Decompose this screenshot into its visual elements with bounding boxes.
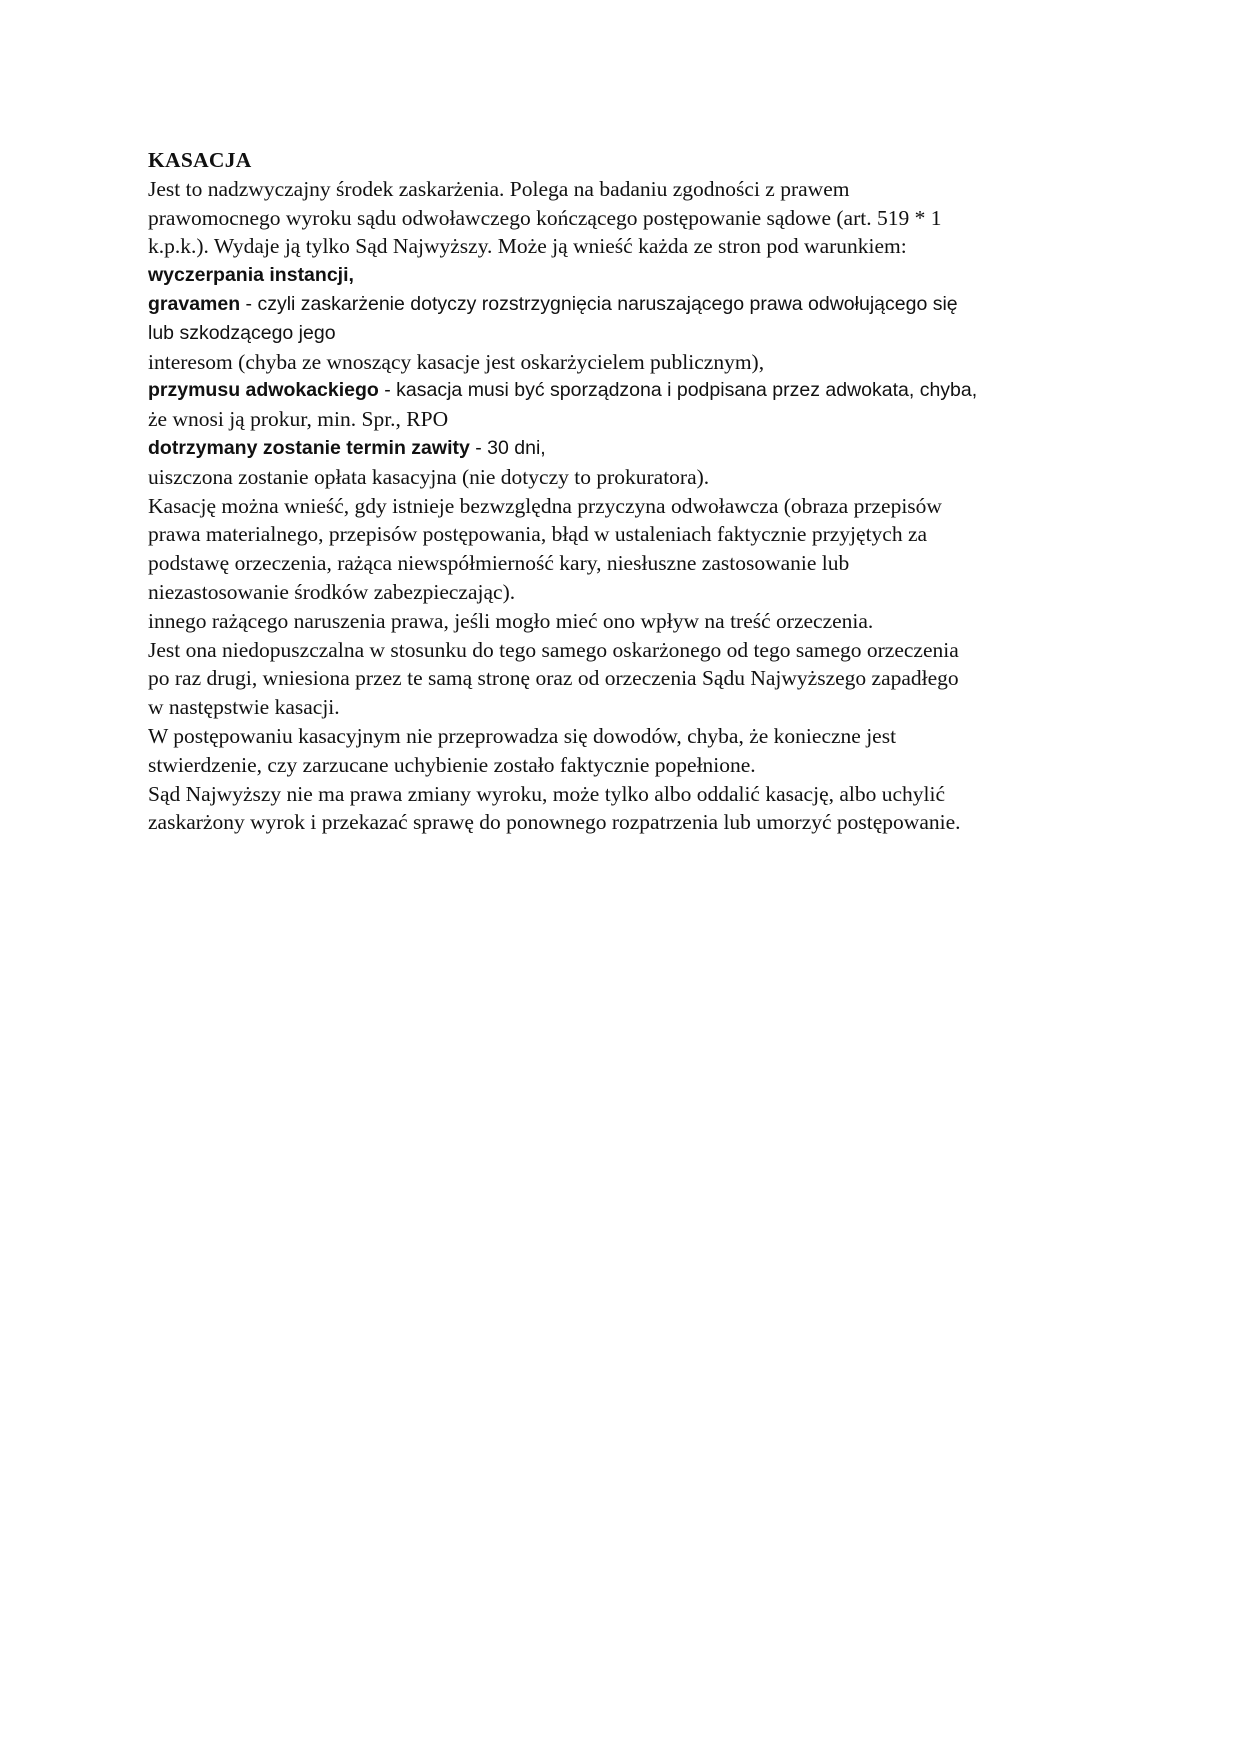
- condition-line: [148, 319, 1108, 348]
- line-text: Jest ona niedopuszczalna w stosunku do tego samego oskarżonego od tego samego orzeczenia: [148, 637, 959, 662]
- line-text: Kasację można wnieść, gdy istnieje bezwzględna przyczyna odwoławcza (obraza przepisów: [148, 493, 942, 518]
- condition-line: [148, 261, 1108, 290]
- paragraph-line: [148, 405, 1108, 434]
- paragraph-line: [148, 492, 1108, 521]
- line-text: niezastosowanie środków zabezpieczając).: [148, 579, 516, 604]
- line-text: że wnosi ją prokur, min. Spr., RPO: [148, 407, 449, 432]
- condition-line: [148, 434, 1108, 463]
- line-text: k.p.k.). Wydaje ją tylko Sąd Najwyższy. Może ją wnieść każda ze stron pod warunkiem:: [148, 234, 907, 259]
- paragraph-line: [148, 232, 1108, 261]
- line-text: uiszczona zostanie opłata kasacyjna (nie dotyczy to prokuratora).: [148, 464, 710, 489]
- line-text: stwierdzenie, czy zarzucane uchybienie zostało faktycznie popełnione.: [148, 752, 756, 777]
- line-text: Sąd Najwyższy nie ma prawa zmiany wyroku, może tylko albo oddalić kasację, albo uchylić: [148, 781, 946, 806]
- paragraph-line: [148, 751, 1108, 780]
- condition-line: [148, 376, 1108, 405]
- condition-term: przymusu adwokackiego: [148, 379, 379, 402]
- paragraph-line: [148, 693, 1108, 722]
- line-text: w następstwie kasacji.: [148, 695, 340, 720]
- line-text: W postępowaniu kasacyjnym nie przeprowadza się dowodów, chyba, że konieczne jest: [148, 723, 897, 748]
- paragraph-line: [148, 636, 1108, 665]
- condition-term: wyczerpania instancji,: [148, 264, 354, 287]
- line-text: prawomocnego wyroku sądu odwoławczego kończącego postępowanie sądowe (art. 519 * 1: [148, 205, 942, 230]
- paragraph-line: [148, 578, 1108, 607]
- condition-term: gravamen: [148, 292, 241, 315]
- line-text: lub szkodzącego jego: [148, 321, 336, 344]
- line-text: interesom (chyba ze wnoszący kasacje jest oskarżycielem publicznym),: [148, 349, 765, 374]
- document-page: [148, 146, 1108, 837]
- line-text: innego rażącego naruszenia prawa, jeśli mogło mieć ono wpływ na treść orzeczenia.: [148, 608, 874, 633]
- paragraph-line: [148, 463, 1108, 492]
- line-text: zaskarżony wyrok i przekazać sprawę do ponownego rozpatrzenia lub umorzyć postępowanie.: [148, 810, 961, 835]
- paragraph-line: [148, 175, 1108, 204]
- paragraph-line: [148, 780, 1108, 809]
- line-text: - 30 dni,: [469, 436, 546, 459]
- line-text: - czyli zaskarżenie dotyczy rozstrzygnięcia naruszającego prawa odwołującego się: [240, 292, 958, 315]
- paragraph-line: [148, 204, 1108, 233]
- paragraph-line: [148, 722, 1108, 751]
- paragraph-line: [148, 664, 1108, 693]
- line-text: podstawę orzeczenia, rażąca niewspółmierność kary, niesłuszne zastosowanie lub: [148, 551, 850, 576]
- paragraph-line: [148, 520, 1108, 549]
- line-text: prawa materialnego, przepisów postępowania, błąd w ustaleniach faktycznie przyjętych za: [148, 522, 928, 547]
- line-text: Jest to nadzwyczajny środek zaskarżenia. Polega na badaniu zgodności z prawem: [148, 176, 850, 201]
- paragraph-line: [148, 348, 1108, 377]
- condition-term: dotrzymany zostanie termin zawity: [148, 436, 470, 459]
- paragraph-line: [148, 549, 1108, 578]
- line-text: - kasacja musi być sporządzona i podpisana przez adwokata, chyba,: [378, 379, 978, 402]
- paragraph-line: [148, 607, 1108, 636]
- document-title: KASACJA: [148, 148, 252, 172]
- line-text: po raz drugi, wniesiona przez te samą stronę oraz od orzeczenia Sądu Najwyższego zapadłego: [148, 666, 959, 691]
- condition-line: [148, 290, 1108, 319]
- paragraph-line: [148, 808, 1108, 837]
